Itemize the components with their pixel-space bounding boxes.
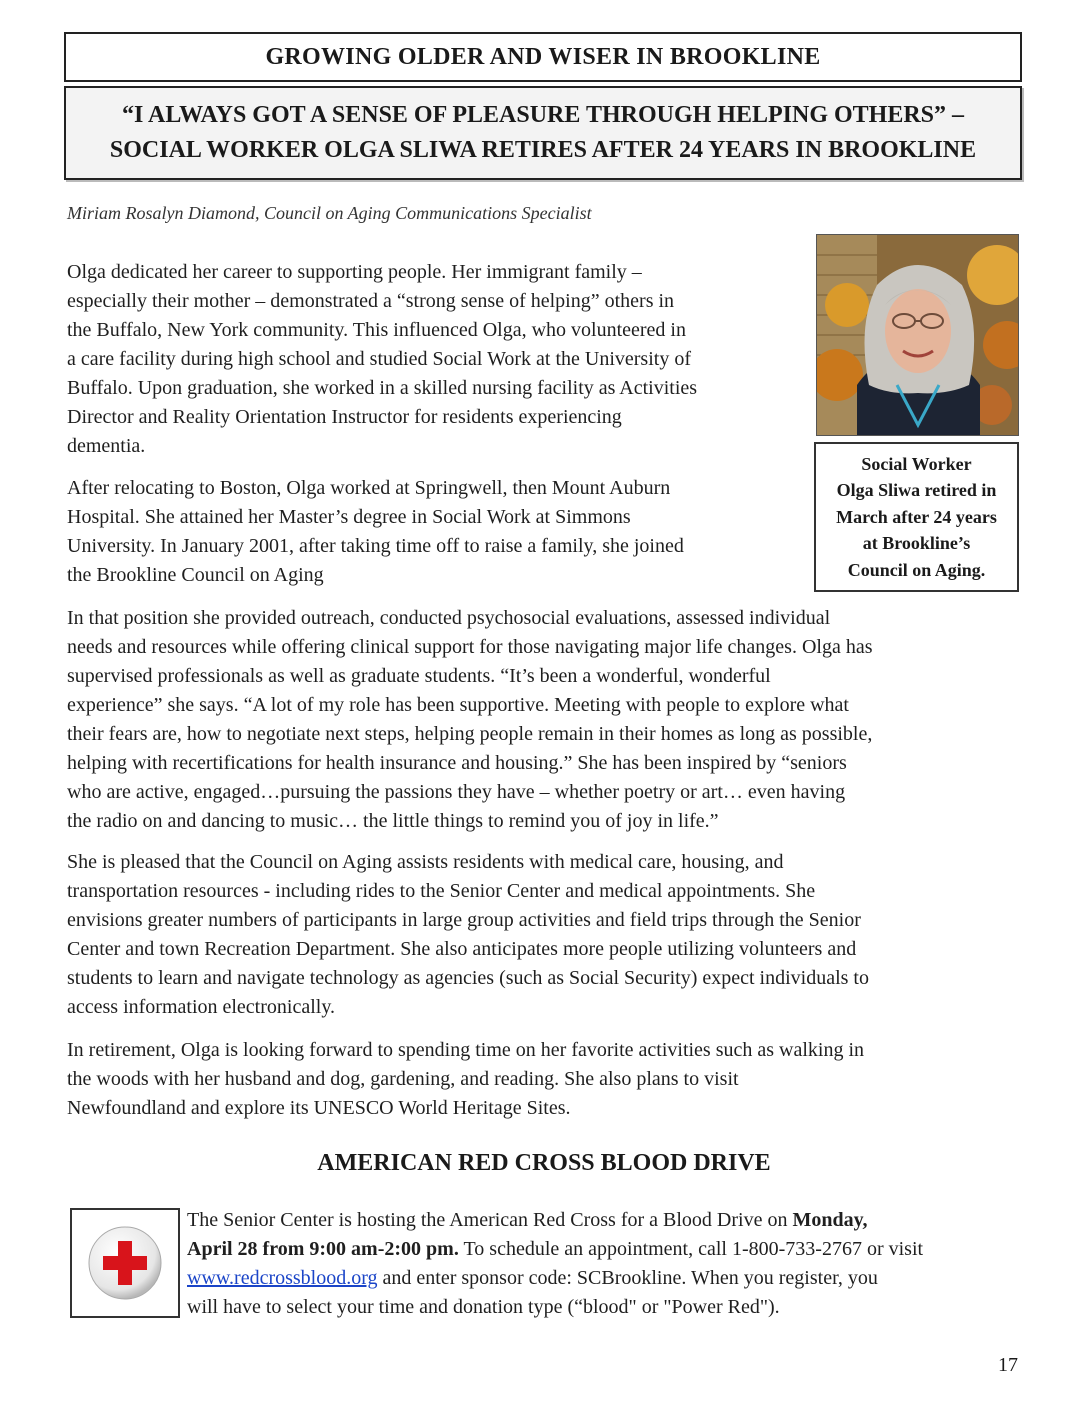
paragraph-2: After relocating to Boston, Olga worked at Springwell, then Mount Auburn Hospital. She attained her Master’s degree in Social Work at Simmons University. In January 2001, after taking time off to raise a family, she joined the Brookline Council on Aging [67,477,684,586]
page-number: 17 [998,1354,1018,1376]
blood-drive-text: The Senior Center is hosting the American Red Cross for a Blood Drive on Monday, April 28 from 9:00 am-2:00 pm. To schedule an appointment, call 1-800-733-2767 or visit www.redcrossblood.org and enter sponsor code: SCBrookline. When you register, you will have to select your time and donation type (“blood" or "Power Red"). [187,1209,924,1318]
section-title: GROWING OLDER AND WISER IN BROOKLINE [265,43,821,70]
byline: Miriam Rosalyn Diamond, Council on Aging Communications Specialist [67,203,592,223]
photo-caption: Social Worker Olga Sliwa retired in March after 24 years at Brookline’s Council on Aging. [814,442,1019,592]
paragraph-1: Olga dedicated her career to supporting people. Her immigrant family – especially their mother – demonstrated a “strong sense of helping” others in the Buffalo, New York community. This influenced Olga, who volunteered in a care facility during high school and studied Social Work at the University of Buffalo. Upon graduation, she worked in a skilled nursing facility as Activities Director and Reality Orientation Instructor for residents experiencing dementia. [67,261,698,457]
headline-line-2: SOCIAL WORKER OLGA SLIWA RETIRES AFTER 24 YEARS IN BROOKLINE [109,137,977,163]
paragraph-5: In retirement, Olga is looking forward to spending time on her favorite activities such as walking in the woods with her husband and dog, gardening, and reading. She also plans to visit Newfoundland and explore its UNESCO World Heritage Sites. [67,1039,865,1119]
paragraph-4: She is pleased that the Council on Aging assists residents with medical care, housing, and transportation resources - including rides to the Senior Center and medical appointments. She envisions greater numbers of participants in large group activities and field trips through the Senior Center and town Recreation Department. She also anticipates more people utilizing volunteers and students to learn and navigate technology as agencies (such as Social Security) expect individuals to access information electronically. [67,851,869,1018]
blood-drive-title: AMERICAN RED CROSS BLOOD DRIVE [317,1150,771,1176]
paragraph-3: In that position she provided outreach, conducted psychosocial evaluations, assessed individual needs and resources while offering clinical support for those navigating major life changes. Olga has supervised professionals as well as graduate students. “It’s been a wonderful, wonderful experience” she says. “A lot of my role has been supportive. Meeting with people to explore what their fears are, how to negotiate next steps, helping people remain in their homes as long as possible, helping with recertifications for health insurance and housing.” She has been inspired by “seniors who are active, engaged…pursuing the passions they have – whether poetry or art… even having the radio on and dancing to music… the little things to remind you of joy in life.” [67,607,873,832]
red-cross-logo [70,1208,180,1318]
portrait-photo [816,234,1019,436]
article-headline [64,86,1022,180]
red-cross-icon [85,1223,165,1303]
redcross-link[interactable]: www.redcrossblood.org [187,1267,378,1289]
headline-line-1: “I ALWAYS GOT A SENSE OF PLEASURE THROUGH HELPING OTHERS” – [121,102,965,129]
section-banner [64,32,1022,82]
